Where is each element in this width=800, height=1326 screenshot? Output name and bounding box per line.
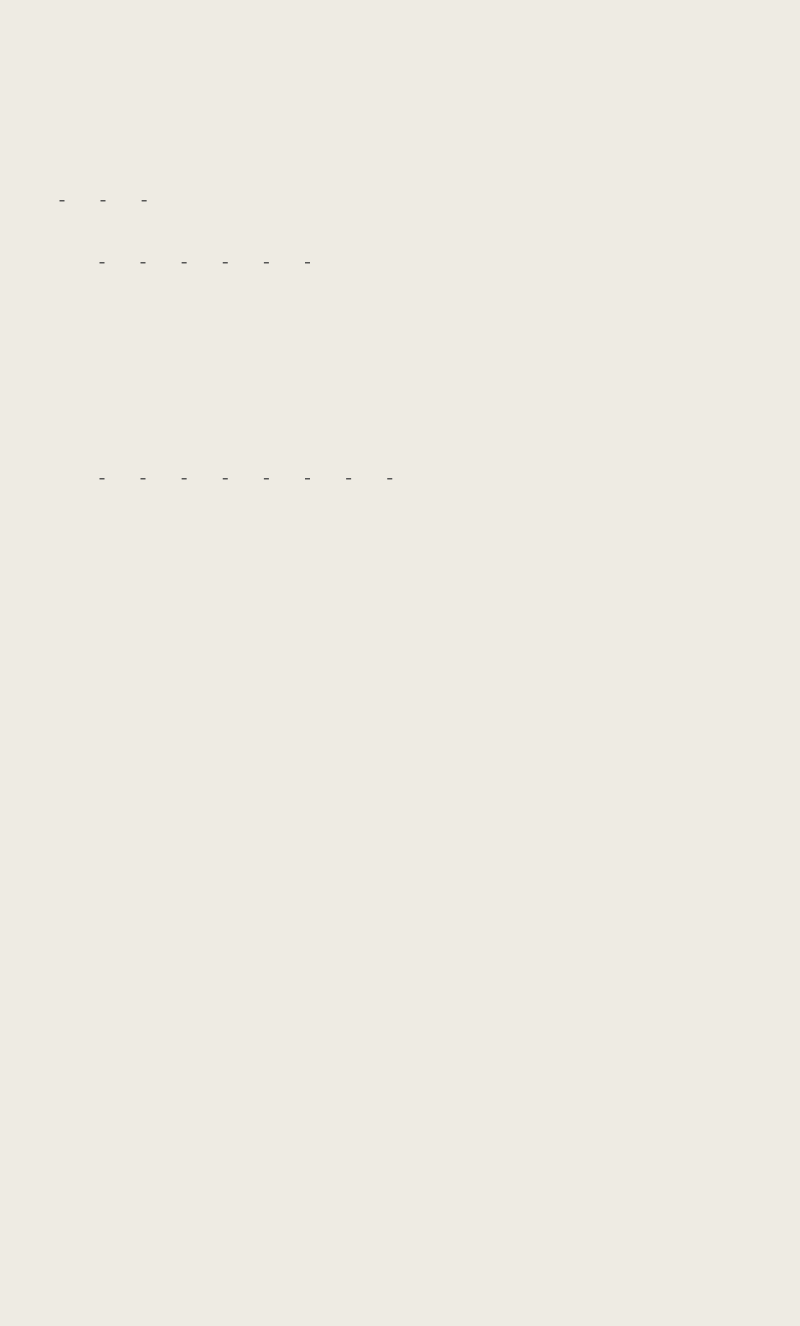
leader-dashes: - - - [58, 187, 162, 211]
abortion-row [80, 462, 665, 492]
leader-dashes: - - - - - - [98, 249, 325, 273]
leader-dashes: - - - - - - - - [98, 465, 408, 489]
stillbirth-total-row [40, 184, 765, 214]
stillbirth-actual-row [80, 246, 765, 276]
